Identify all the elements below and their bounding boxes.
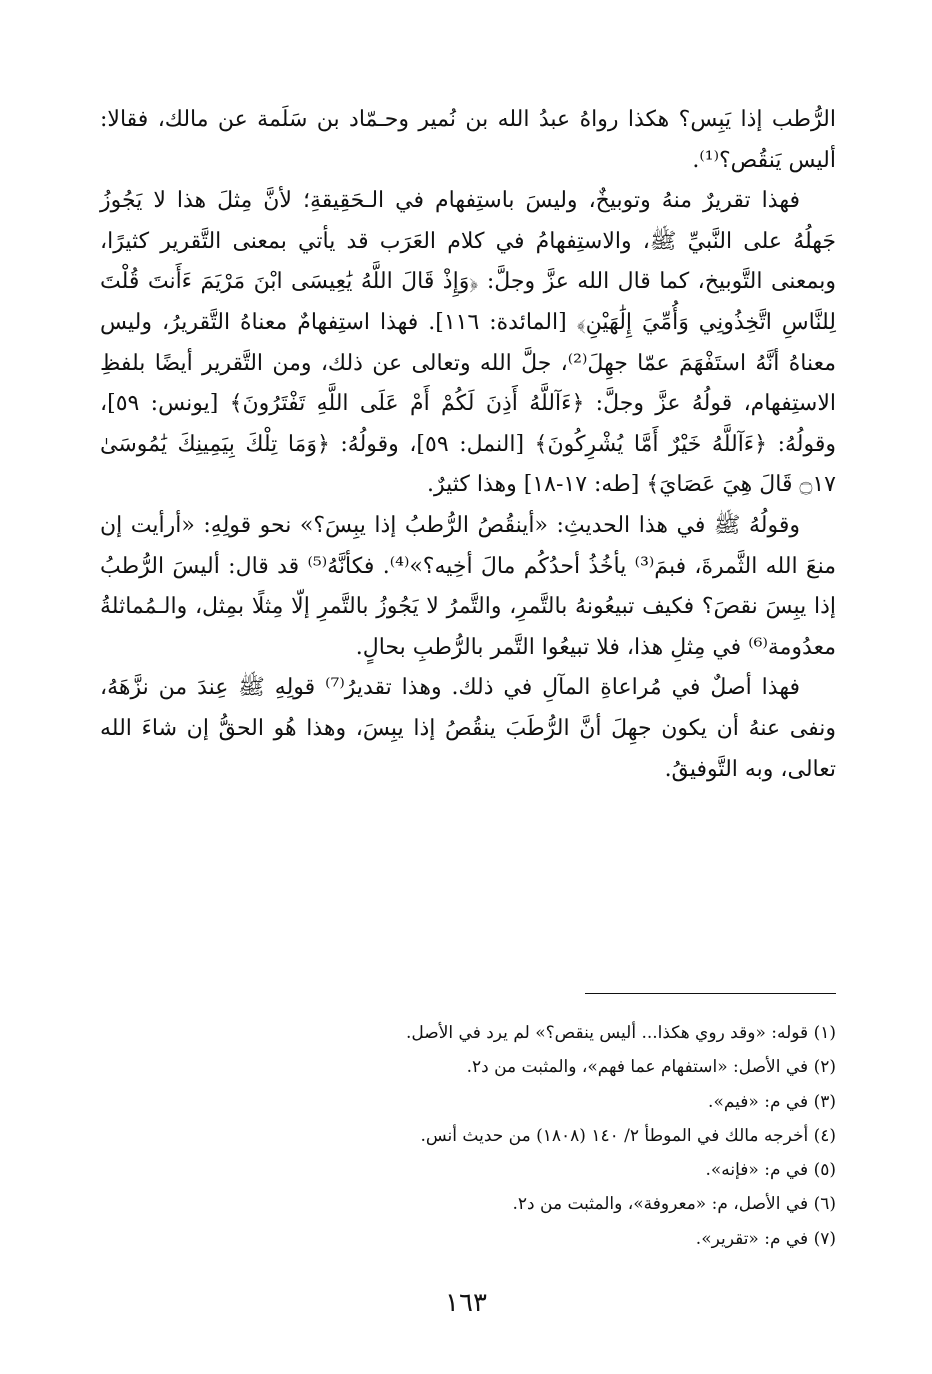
main-text: [100, 100, 836, 790]
footnote: (٤) أخرجه مالك في الموطأ ٢/ ١٤٠ (١٨٠٨) من حديث أنس.: [420, 1125, 836, 1146]
footnote: (٥) في م: «فإنه».: [705, 1160, 836, 1181]
footnote: (٧) في م: «تقرير».: [695, 1228, 836, 1249]
paragraph-2: فهذا تقريرٌ منهُ وتوبيخٌ، وليسَ باستِفهام في الـحَقِيقةِ؛ لأنَّ مِثلَ هذا لا يَجُوزُ جَهلُهُ على النَّبيِّ ﷺ، والاستِفهامُ في كلام العَرَب قد يأتي بمعنى التَّقرير كثيرًا، وبمعنى التَّوبيخ، كما قال الله عزَّ وجلَّ: ﴿وَإِذْ قَالَ اللَّهُ يَٰعِيسَى ابْنَ مَرْيَمَ ءَأَنتَ قُلْتَ لِلنَّاسِ اتَّخِذُونِي وَأُمِّيَ إِلَٰهَيْنِ﴾ [المائدة: ١١٦]. فهذا استِفهامٌ معناهُ التَّقريرُ، وليس معناهُ أنَّهُ استَفْهَمَ عمّا جهِلَ⁽²⁾، جلَّ الله وتعالى عن ذلك، ومن التَّقرير أيضًا بلفظِ الاستِفهام، قولُهُ عزَّ وجلَّ: ﴿ءَآللَّهُ أَذِنَ لَكُمْ أَمْ عَلَى اللَّهِ تَفْتَرُونَ﴾ [يونس: ٥٩]، وقولُهُ: ﴿ءَآللَّهُ خَيْرٌ أَمَّا يُشْرِكُونَ﴾ [النمل: ٥٩]، وقولُهُ: ﴿وَمَا تِلْكَ بِيَمِينِكَ يَٰمُوسَىٰ ۝١٧ قَالَ هِيَ عَصَايَ﴾ [طه: ١٧-١٨] وهذا كثيرٌ.: [100, 188, 836, 498]
footnote: (١) قوله: «وقد روي هكذا... أليس ينقص؟» لم يرد في الأصل.: [406, 1023, 836, 1043]
footnote: (٦) في الأصل، م: «معروفة»، والمثبت من د٢.: [512, 1194, 836, 1215]
paragraph-4: فهذا أصلٌ في مُراعاةِ المآلِ في ذلك. وهذا تقديرُ⁽⁷⁾ قولِهِ ﷺ عِندَ من نزَّهَهُ، ونفى عنهُ أن يكون جهِلَ أنَّ الرُّطَبَ ينقُصُ إذا يبِسَ، وهذا هُو الحقُّ إن شاءَ الله تعالى، وبه التَّوفيقُ.: [100, 675, 836, 782]
page-number: ١٦٣: [445, 1288, 487, 1318]
paragraph-3: وقولُهُ ﷺ في هذا الحديثِ: «أينقُصُ الرُّطبُ إذا يبِسَ؟» نحو قولِهِ: «أرأيت إن منعَ الله الثَّمرةَ، فبمَ⁽³⁾ يأخُذُ أحدُكُم مالَ أخِيه؟»⁽⁴⁾. فكأنَّهُ⁽⁵⁾ قد قال: أليسَ الرُّطبُ إذا يبِسَ نقصَ؟ فكيف تبيعُونهُ بالتَّمرِ، والتَّمرُ لا يَجُوزُ بالتَّمرِ إلّا مِثلًا بمِثل، والـمُماثلةُ معدُومة⁽⁶⁾ في مِثلِ هذا، فلا تبيعُوا التَّمر بالرُّطبِ بحالٍ.: [100, 512, 836, 660]
footnote-separator: [585, 993, 836, 994]
footnotes: [100, 1016, 836, 1256]
paragraph-1: الرُّطب إذا يَبِس؟ هكذا رواهُ عبدُ الله بن نُمير وحـمّاد بن سَلَمة عن مالك، فقالا: أليس يَنقُص؟⁽¹⁾.: [100, 107, 836, 173]
footnote: (٣) في م: «فيم».: [708, 1091, 836, 1112]
footnote: (٢) في الأصل: «استفهام عما فهم»، والمثبت من د٢.: [466, 1057, 836, 1078]
